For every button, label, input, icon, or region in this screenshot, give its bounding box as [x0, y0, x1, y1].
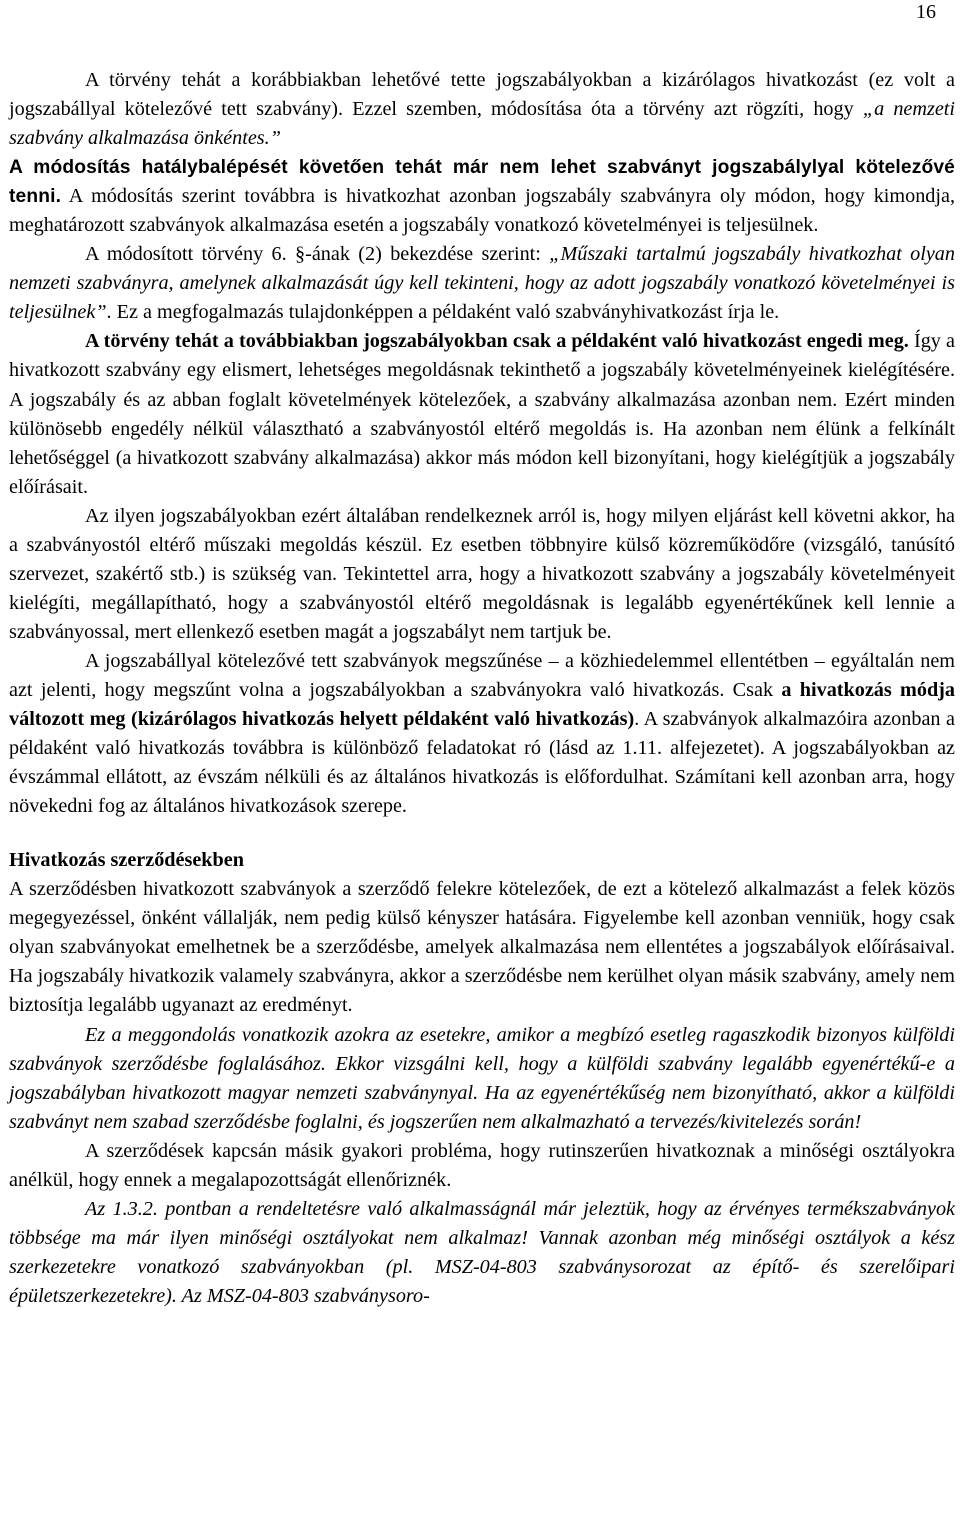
paragraph-4: Az ilyen jogszabályokban ezért általában rendelkeznek arról is, hogy milyen eljárást kell követni akkor, ha a szabványostól eltérő műszaki megoldás készül. Ez esetben többnyire külső közreműködőre (vizsgáló, tanúsító szervezet, szakértő stb.) is szükség van. Tekintettel arra, hogy a hivatkozott szabvány a jogszabály követelményeit kielégíti, megállapítható, hogy a szabványostól eltérő megoldásnak is legalább egyenértékűnek kell lennie a szabványossal, mert ellenkező esetben magát a jogszabályt nem tartjuk be. [9, 504, 955, 643]
paragraph-3 [9, 327, 955, 501]
paragraph-3-emphasis: A törvény tehát a továbbiakban jogszabályokban csak a példaként való hivatkozást engedi meg. [85, 330, 909, 353]
paragraph-1-text: A törvény tehát a korábbiakban lehetővé tette jogszabályokban a kizárólagos hivatkozást (ez volt a jogszabállyal kötelezővé tett szabvány). Ezzel szemben, módosítása óta a törvény azt rögzíti, hogy [9, 69, 955, 121]
paragraph-8: A szerződések kapcsán másik gyakori probléma, hogy rutinszerűen hivatkoznak a minőségi osztályokra anélkül, hogy ennek a megalapozottságát ellenőriznék. [9, 1139, 955, 1191]
section-heading: Hivatkozás szerződésekben [9, 849, 244, 872]
paragraph-1 [9, 66, 955, 240]
paragraph-5-emphasis: a hivatkozás módja változott meg (kizárólagos hivatkozás helyett példaként való hivatkozás) [9, 678, 955, 731]
paragraph-2 [9, 240, 955, 327]
paragraph-1-quote: „a nemzeti szabvány alkalmazása önkéntes.” [9, 98, 955, 150]
paragraph-5 [9, 647, 955, 821]
paragraph-2-text: A módosított törvény 6. §-ának (2) bekezdése szerint: [85, 243, 550, 266]
body-text [9, 66, 955, 1311]
paragraph-2-text-continued: . Ez a megfogalmazás tulajdonképpen a példaként való szabványhivatkozást írja le. [106, 301, 780, 324]
paragraph-3-text: Így a hivatkozott szabvány egy elismert, lehetséges megoldásnak tekinthető a jogszabály követelményeinek kielégítésére. A jogszabály és az abban foglalt követelmények kötelezőek, a szabvány alkalmazása azonban nem. Ezért minden különösebb engedély nélkül választható a szabványostól eltérő megoldás is. Ha azonban nem élünk a felkínált lehetőséggel (a hivatkozott szabvány alkalmazása) akkor más módon kell bizonyítani, hogy kielégítjük a jogszabály előírásait. [9, 330, 955, 498]
paragraph-5-text: A jogszabállyal kötelezővé tett szabványok megszűnése – a közhiedelemmel ellentétben – egyáltalán nem azt jelenti, hogy megszűnt volna a jogszabályokban a szabványokra való hivatkozás. Csak [9, 649, 955, 701]
page-number: 16 [916, 1, 936, 23]
paragraph-6: A szerződésben hivatkozott szabványok a szerződő felekre kötelezőek, de ezt a kötelező alkalmazást a felek közös megegyezéssel, önként vállalják, nem pedig külső kényszer hatására. Figyelembe kell azonban venniük, hogy csak olyan szabványokat emelhetnek be a szerződésbe, amelyek alkalmazása nem ellentétes a jogszabályok előírásaival. Ha jogszabály hivatkozik valamely szabványra, akkor a szerződésbe nem kerülhet olyan másik szabvány, amely nem biztosítja legalább ugyanazt az eredményt. [9, 878, 955, 1017]
paragraph-2-quote: „Műszaki tartalmú jogszabály hivatkozhat olyan nemzeti szabványra, amelynek alkalmazását úgy kell tekinteni, hogy az adott jogszabály vonatkozó követelményei is teljesülnek” [9, 243, 955, 324]
paragraph-9: Az 1.3.2. pontban a rendeltetésre való alkalmasságnál már jeleztük, hogy az érvényes termékszabványok többsége ma már ilyen minőségi osztályokat nem alkalmaz! Vannak azonban még minőségi osztályok a kész szerkezetekre vonatkozó szabványokban (pl. MSZ-04-803 szabványsorozat az építő- és szerelőipari épületszerkezetekre). Az MSZ-04-803 szabványsoro- [9, 1197, 955, 1307]
paragraph-1-text-continued: A módosítás szerint továbbra is hivatkozhat azonban jogszabály szabványra oly módon, hogy kimondja, meghatározott szabványok alkalmazása esetén a jogszabály vonatkozó követelményei is teljesülnek. [9, 185, 955, 237]
paragraph-7: Ez a meggondolás vonatkozik azokra az esetekre, amikor a megbízó esetleg ragaszkodik bizonyos külföldi szabványok szerződésbe foglalásához. Ekkor vizsgálni kell, hogy a külföldi szabvány legalább egyenértékű-e a jogszabályban hivatkozott magyar nemzeti szabványnyal. Ha az egyenértékűség nem bizonyítható, akkor a külföldi szabványt nem szabad szerződésbe foglalni, és jogszerűen nem alkalmazható a tervezés/kivitelezés során! [9, 1023, 955, 1133]
paragraph-1-emphasis: A módosítás hatálybalépését követően tehát már nem lehet szabványt jogszabálylyal kötelezővé tenni. [9, 157, 955, 208]
paragraph-5-text-continued: . A szabványok alkalmazóira azonban a példaként való hivatkozás továbbra is különböző feladatokat ró (lásd az 1.11. alfejezetet). A jogszabályokban az évszámmal ellátott, az évszám nélküli és az általános hivatkozás is előfordulhat. Számítani kell azonban arra, hogy növekedni fog az általános hivatkozások szerepe. [9, 708, 956, 818]
